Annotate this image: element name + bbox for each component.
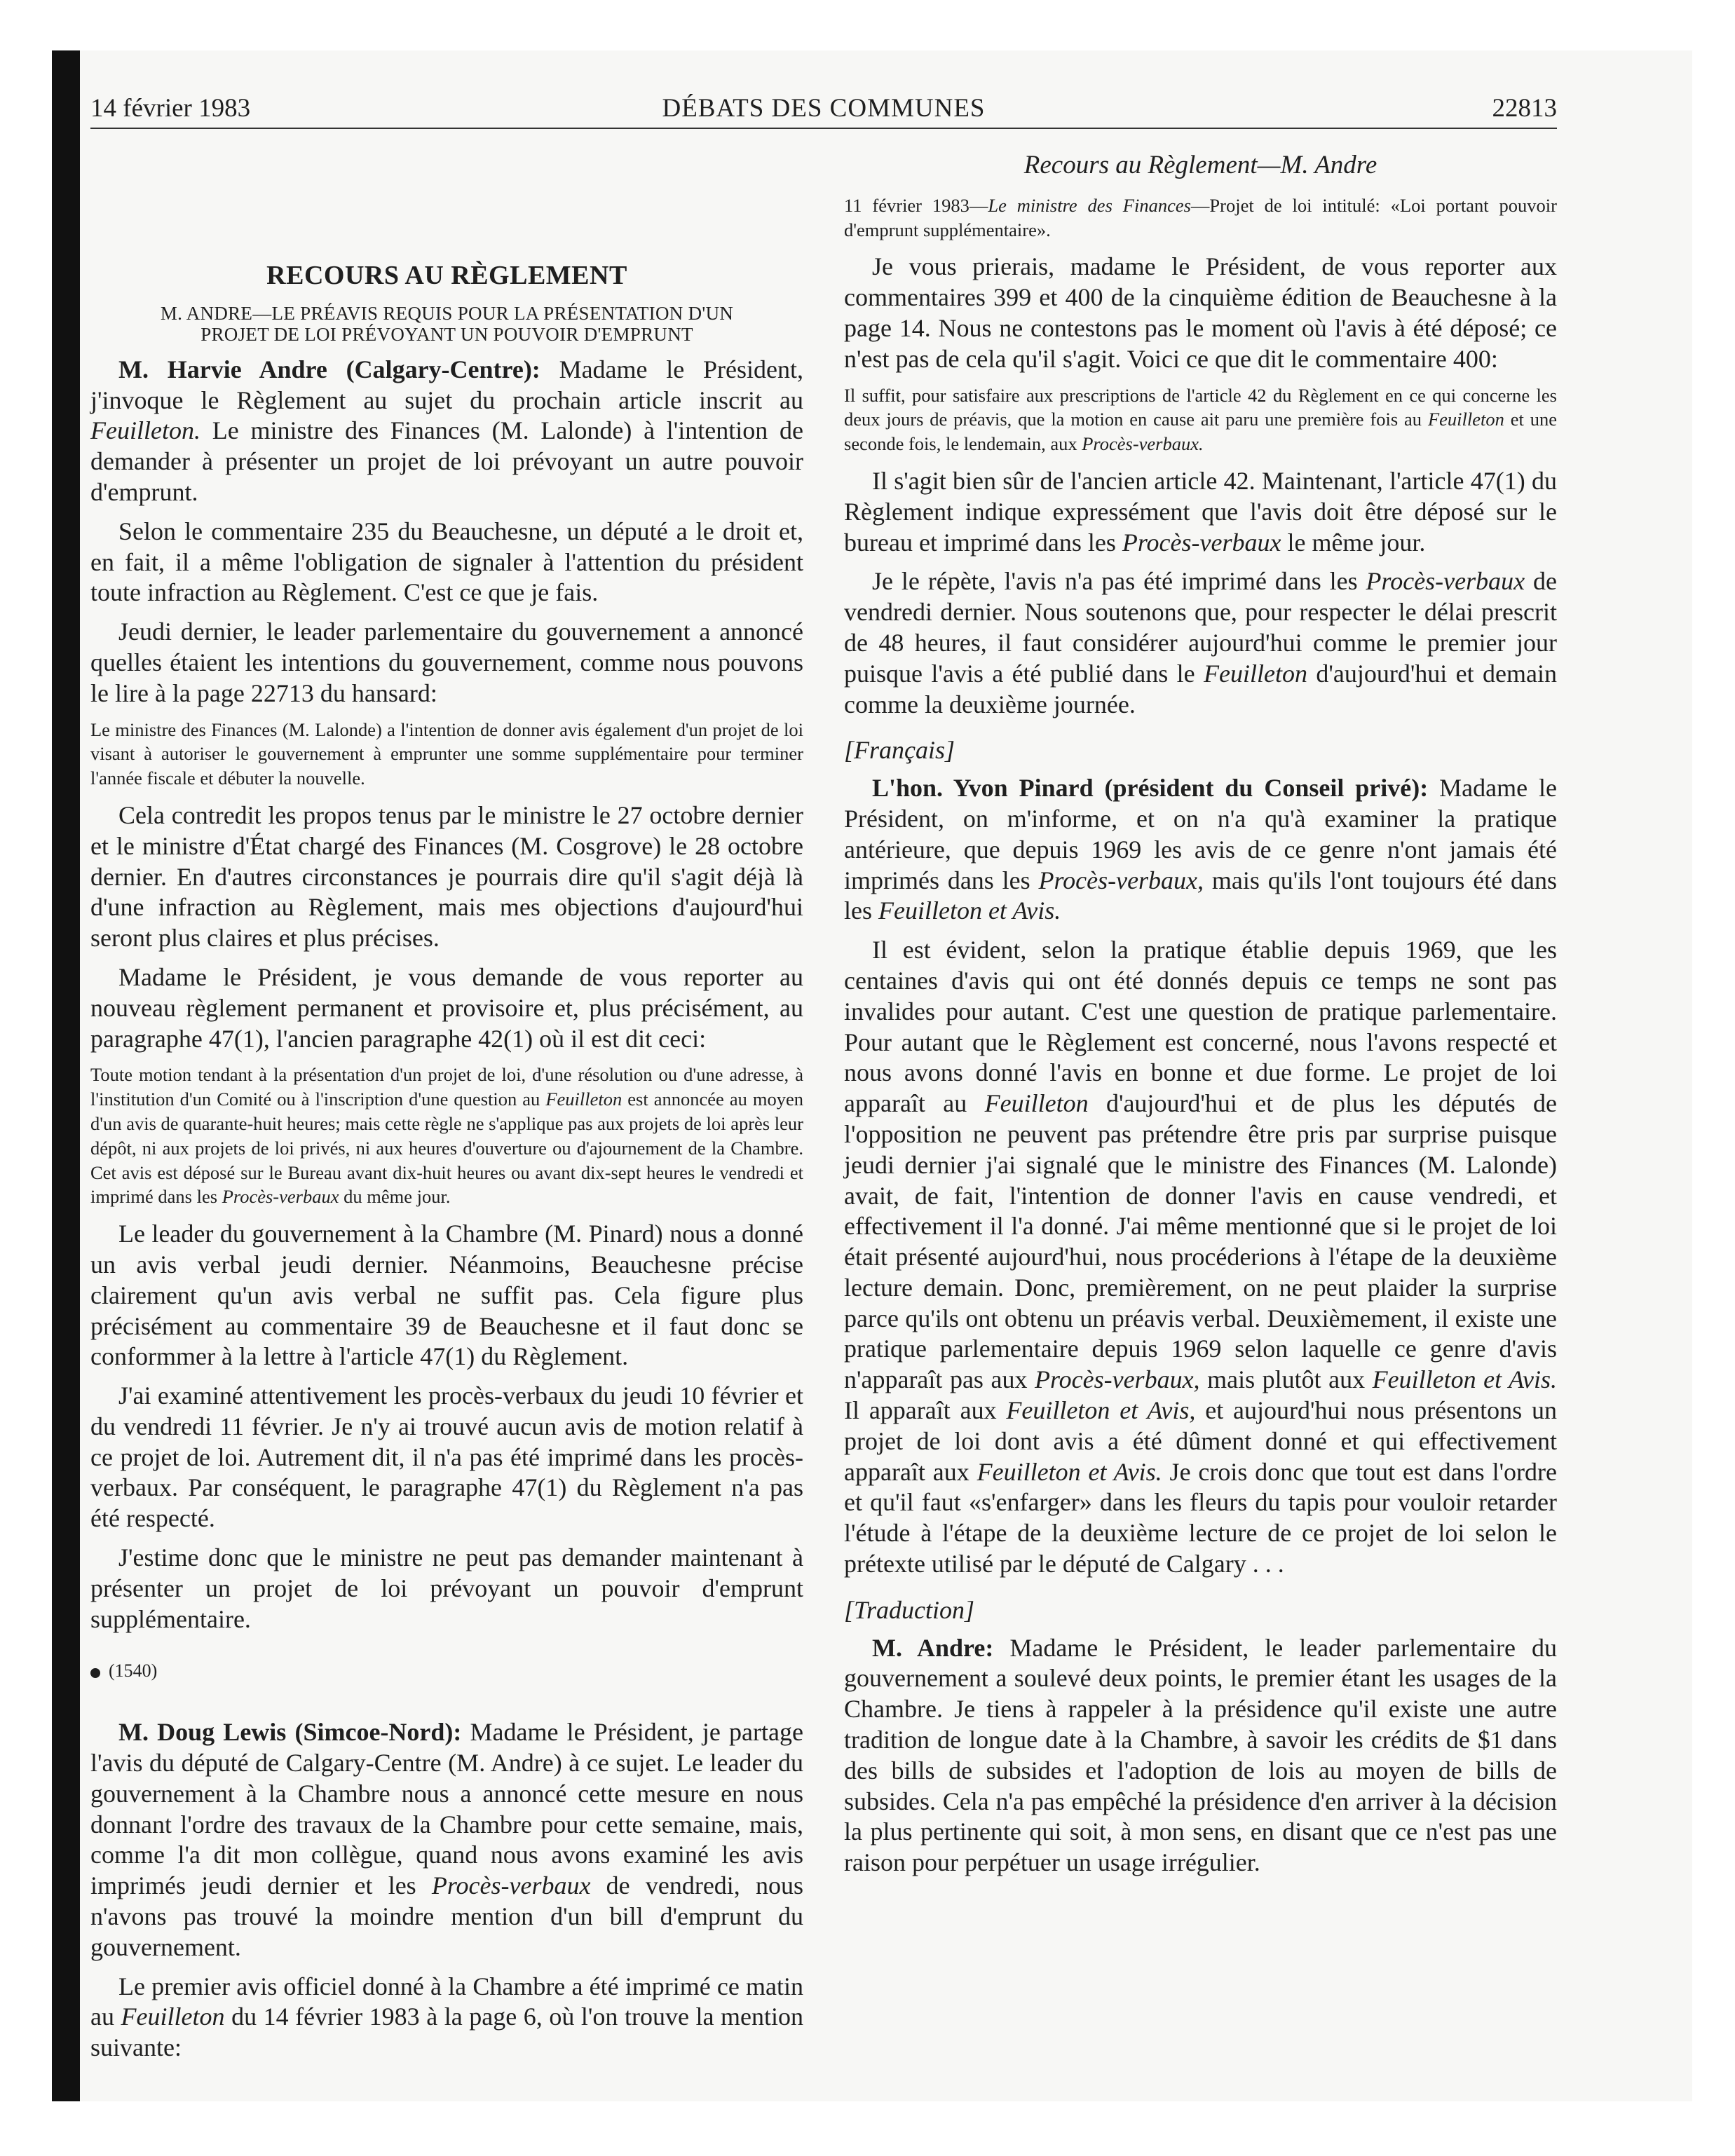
text: Je le répète, l'avis n'a pas été imprimé dans les [872, 567, 1366, 596]
speaker-andre: M. Harvie Andre (Calgary-Centre): [118, 355, 540, 383]
text: Le premier avis officiel donné à la Chambre a été imprimé ce matin au [90, 1972, 803, 2031]
italic-text: Procès-verbaux [222, 1186, 339, 1208]
speaker-pinard: L'hon. Yvon Pinard (président du Conseil privé): [872, 774, 1429, 803]
italic-text: Le ministre des Finances [988, 194, 1191, 216]
italic-text: Feuilleton [984, 1089, 1089, 1118]
paragraph-andre-7: J'ai examiné attentivement les procès-verbaux du jeudi 10 février et du vendredi 11 février. Je n'y ai trouvé aucun avis de motion relatif à ce projet de loi. Autrement dit, il n'a pas été imprimé dans les procès-verbaux. Par conséquent, le paragraphe 47(1) du Règlement n'a pas été respecté. [90, 1381, 803, 1533]
italic-text: Feuilleton et Avis, [1006, 1396, 1196, 1425]
paragraph-andre-3: Jeudi dernier, le leader parlementaire du gouvernement a annoncé quelles étaient les intentions du gouvernement, comme nous pouvons le lire à la page 22713 du hansard: [90, 618, 803, 707]
paragraph-andre-2: Selon le commentaire 235 du Beauchesne, un député a le droit et, en fait, il a même l'obligation de signaler à l'attention du président toute infraction au Règlement. C'est ce que je fais. [90, 517, 803, 607]
italic-text: Feuilleton [121, 2003, 225, 2031]
paragraph-andre-4: Cela contredit les propos tenus par le ministre le 27 octobre dernier et le ministre d'État chargé des Finances (M. Cosgrove) le 28 octobre dernier. En d'autres circonstances je pourrais dire qu'il s'agit déjà là d'une infraction au Règlement, mais mes objections d'aujourd'hui seront plus claires et plus précises. [90, 800, 803, 953]
italic-text: Feuilleton et Avis. [977, 1457, 1162, 1486]
text: de vendredi dernier. Nous soutenons que, pour respecter le délai prescrit de 48 heures, il faut considérer aujourd'hui comme le premier jour puisque l'avis a été publié dans le [844, 567, 1557, 688]
subtitle-line-2: PROJET DE LOI PRÉVOYANT UN POUVOIR D'EMPRUNT [200, 323, 693, 345]
italic-text: Feuilleton et Avis. [878, 896, 1061, 925]
text: Madame le Président, on m'informe, et on n'a qu'à examiner la pratique antérieure, que depuis 1969 les avis de ce genre n'ont jamais été imprimés dans les [844, 774, 1558, 894]
text: est annoncée au moyen d'un avis de quarante-huit heures; mais cette règle ne s'applique pas aux projets de loi après leur dépôt, ni aux projets de loi privés, ni aux heures d'ouverture ou d'ajournement de la Chambre. Cet avis est déposé sur le Bureau avant dix-huit heures ou avant dix-sept heures le vendredi et imprimé dans les [90, 1089, 804, 1208]
text: Je crois donc que tout est dans l'ordre et qu'il faut «s'enfarger» dans les fleurs du tapis pour vouloir retarder l'étude à l'étape de la deuxième lecture de ce projet de loi selon le prétexte utilisé par le député de Calgary . . . [844, 1457, 1558, 1578]
quote-hansard: Le ministre des Finances (M. Lalonde) a l'intention de donner avis également d'un projet de loi visant à autoriser le gouvernement à emprunter une somme supplémentaire pour terminer l'année fiscale et débuter la nouvelle. [90, 718, 803, 789]
bullet-icon [90, 1668, 100, 1678]
italic-text: Procès-verbaux [431, 1871, 591, 1900]
italic-text: Feuilleton [545, 1089, 622, 1110]
header-page-number: 22813 [1492, 94, 1557, 123]
paragraph-lewis-5 [844, 566, 1557, 720]
subtitle-line-1: M. ANDRE—LE PRÉAVIS REQUIS POUR LA PRÉSENTATION D'UN [160, 302, 734, 324]
header-date: 14 février 1983 [90, 94, 251, 123]
italic-text: Procès-verbaux. [1082, 433, 1204, 455]
scan-binding-edge [52, 50, 80, 2101]
text: du même jour. [339, 1186, 451, 1208]
text: Madame le Président, je partage l'avis du député de Calgary-Centre (M. Andre) à ce sujet. Le leader du gouvernement à la Chambre nous a annoncé cette mesure en nous donnant l'ordre des travaux de la Chambre pour cette semaine, mais, comme l'a dit mon collègue, quand nous avons examiné les avis imprimés jeudi dernier et les [90, 1718, 803, 1900]
italic-text: Procès-verbaux, [1034, 1365, 1200, 1394]
text: Madame le Président, le leader parlementaire du gouvernement a soulevé deux points, le premier étant les usages de la Chambre. Je tiens à rappeler à la présidence qu'il existe une autre tradition de longue date à la Chambre, à savoir les crédits de $1 dans des bills de subsides et l'adoption de lois au moyen de bills de subsides. Cela n'a pas empêché la présidence d'en arriver à la décision la plus pertinente qui soit, à mon sens, en disant que ce n'est pas une raison pour perpétuer un usage irrégulier. [844, 1633, 1557, 1877]
right-column [844, 150, 1557, 1887]
language-tag-francais: [Français] [844, 736, 955, 765]
paragraph-andre-5: Madame le Président, je vous demande de vous reporter au nouveau règlement permanent et provisoire et, plus précisément, au paragraphe 47(1), l'ancien paragraphe 42(1) où il est dit ceci: [90, 962, 803, 1053]
text: mais qu'ils l'ont toujours été dans les [844, 866, 1557, 925]
text: d'aujourd'hui et demain comme la deuxième journée. [844, 659, 1558, 718]
italic-text: Feuilleton [1427, 409, 1504, 430]
paragraph-lewis-3: Je vous prierais, madame le Président, de vous reporter aux commentaires 399 et 400 de la cinquième édition de Beauchesne à la page 14. Nous ne contestons pas le moment où l'avis à été déposé; ce n'est pas de cela qu'il s'agit. Voici ce que dit le commentaire 400: [844, 252, 1557, 373]
text: le même jour. [1281, 528, 1426, 557]
paragraph-andre-8: J'estime donc que le ministre ne peut pas demander maintenant à présenter un projet de loi prévoyant un pouvoir d'emprunt supplémentaire. [90, 1543, 803, 1633]
paragraph-lewis-4 [844, 466, 1557, 558]
text: Il est évident, selon la pratique établie depuis 1969, que les centaines d'avis qui ont été donnés depuis ce temps ne sont pas invalides pour autant. C'est une question de pratique parlementaire. Pour autant que le Règlement est concerné, nous l'avons respecté et nous avons donné l'avis en bonne et due forme. Le projet de loi apparaît au [844, 936, 1557, 1118]
italic-text: Feuilleton. [90, 416, 200, 445]
text: —Projet de loi intitulé: «Loi portant pouvoir d'emprunt supplémentaire». [844, 194, 1557, 240]
paragraph-andre-6: Le leader du gouvernement à la Chambre (M. Pinard) nous a donné un avis verbal jeudi dernier. Néanmoins, Beauchesne précise clairement qu'un avis verbal ne suffit pas. Cela figure plus précisément au commentaire 39 de Beauchesne et il faut donc se conformmer à la lettre à l'article 47(1) du Règlement. [90, 1220, 803, 1371]
section-title: RECOURS AU RÈGLEMENT [266, 261, 627, 290]
speaker-andre-2: M. Andre: [872, 1633, 994, 1662]
text: d'aujourd'hui et de plus les députés de l'opposition ne peuvent pas prétendre être pris par surprise puisque jeudi dernier j'ai signalé que le ministre des Finances (M. Lalonde) avait, de fait, l'intention de donner l'avis en cause vendredi, et effectivement il l'a donné. J'ai même mentionné que si le projet de loi était présenté aujourd'hui, nous procéderions à l'étape de la deuxième lecture demain. Donc, premièrement, on ne peut plaider la surprise parce qu'ils ont obtenu un préavis verbal. Deuxièmement, il existe une pratique parlementaire depuis 1969 selon laquelle ce genre d'avis n'apparaît pas aux [844, 1089, 1558, 1394]
paragraph-lewis-1 [90, 1717, 803, 1963]
page-header [90, 88, 1557, 128]
paragraph-pinard-2 [844, 935, 1557, 1580]
speaker-lewis: M. Doug Lewis (Simcoe-Nord): [118, 1718, 462, 1747]
text: Il s'agit bien sûr de l'ancien article 42. Maintenant, l'article 47(1) du Règlement indique expressément que l'avis doit être déposé sur le bureau et imprimé dans les [844, 466, 1557, 557]
scan-margin [0, 0, 52, 2156]
text: Il apparaît aux [844, 1396, 1007, 1425]
text: Madame le Président, j'invoque le Règlement au sujet du prochain article inscrit au [90, 355, 803, 414]
quote-feuilleton [844, 193, 1557, 243]
text: et aujourd'hui nous présentons un projet de loi dont avis a été dûment donné et qui effectivement apparaît aux [844, 1396, 1558, 1486]
section-subtitle [90, 303, 803, 345]
language-tag-traduction: [Traduction] [844, 1595, 975, 1624]
left-column [90, 261, 803, 2072]
header-title: DÉBATS DES COMMUNES [662, 94, 986, 123]
text: Il suffit, pour satisfaire aux prescriptions de l'article 42 du Règlement en ce qui concerne les deux jours de préavis, que la motion en cause ait paru une première fois au [844, 384, 1557, 430]
text: 11 février 1983— [844, 194, 988, 216]
quote-beauchesne [844, 383, 1557, 456]
time-marker-text: (1540) [109, 1660, 158, 1681]
text: du 14 février 1983 à la page 6, où l'on trouve la mention suivante: [90, 2003, 804, 2062]
italic-text: Procès-verbaux [1122, 528, 1281, 557]
italic-text: Procès-verbaux, [1038, 866, 1204, 894]
text: et une seconde fois, le lendemain, aux [844, 409, 1558, 455]
header-rule [90, 128, 1557, 129]
paragraph-lewis-2 [90, 1972, 803, 2063]
italic-text: Feuilleton [1204, 659, 1307, 688]
quote-standing-order [90, 1063, 803, 1209]
text: de vendredi, nous n'avons pas trouvé la moindre mention d'un bill d'emprunt du gouvernement. [90, 1871, 804, 1961]
italic-text: Procès-verbaux [1366, 567, 1525, 596]
time-marker [90, 1656, 803, 1686]
paragraph-pinard-1 [844, 773, 1557, 927]
italic-text: Feuilleton et Avis. [1372, 1365, 1558, 1394]
paragraph-andre-9 [844, 1633, 1557, 1878]
text: Toute motion tendant à la présentation d'un projet de loi, d'une résolution ou d'une adresse, à l'institution d'un Comité ou à l'inscription d'une question au [90, 1064, 803, 1110]
text: Le ministre des Finances (M. Lalonde) à l'intention de demander à présenter un projet de loi prévoyant un autre pouvoir d'emprunt. [90, 416, 803, 506]
text: mais plutôt aux [1199, 1365, 1373, 1394]
paragraph-andre-1 [90, 355, 803, 508]
running-head: Recours au Règlement—M. Andre [1023, 151, 1377, 179]
